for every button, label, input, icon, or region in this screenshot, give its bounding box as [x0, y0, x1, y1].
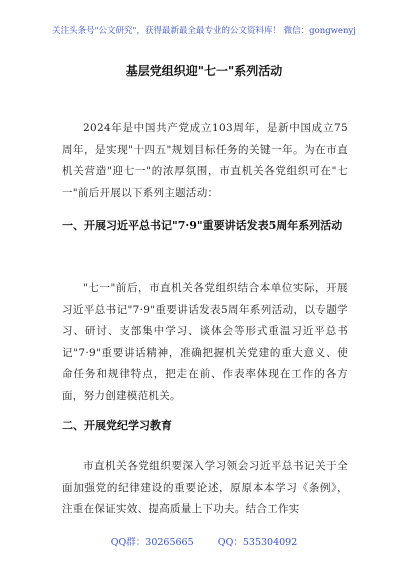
- section-2-paragraph: 市直机关各党组织要深入学习领会习近平总书记关于全面加强党的纪律建设的重要论述，原原本本学习《条例》，注重在保证实效、提高质量上下功夫。结合工作实: [62, 460, 348, 515]
- section-2-heading: 二、开展党纪学习教育: [62, 419, 172, 432]
- document-title: 基层党组织迎"七一"系列活动: [125, 64, 283, 78]
- section-1-heading: 一、开展习近平总书记"7·9"重要讲话发表5周年系列活动: [62, 219, 343, 232]
- header-banner: 关注头条号"公文研究"，获得最新最全最专业的公文资料库！ 微信：gongwenyj: [52, 26, 356, 36]
- intro-paragraph: 2024年是中国共产党成立103周年，是新中国成立75周年，是实现"十四五"规划目标任务的关键一年。为在市直机关营造"迎七一"的浓厚氛围，市直机关各党组织可在"七一"前后开展以下系列主题活动：: [62, 122, 348, 199]
- footer-contact: QQ群：30265665 QQ：535304092: [110, 537, 298, 548]
- section-1-paragraph: "七一"前后，市直机关各党组织结合本单位实际，开展习近平总书记"7·9"重要讲话发表5周年系列活动，以专题学习、研讨、支部集中学习、谈体会等形式重温习近平总书记"7·9"重要讲话精神，准确把握机关党建的重大意义、使命任务和规律特点，把走在前、作表率体现在工作的各方面，努力创建模范机关。: [62, 282, 348, 402]
